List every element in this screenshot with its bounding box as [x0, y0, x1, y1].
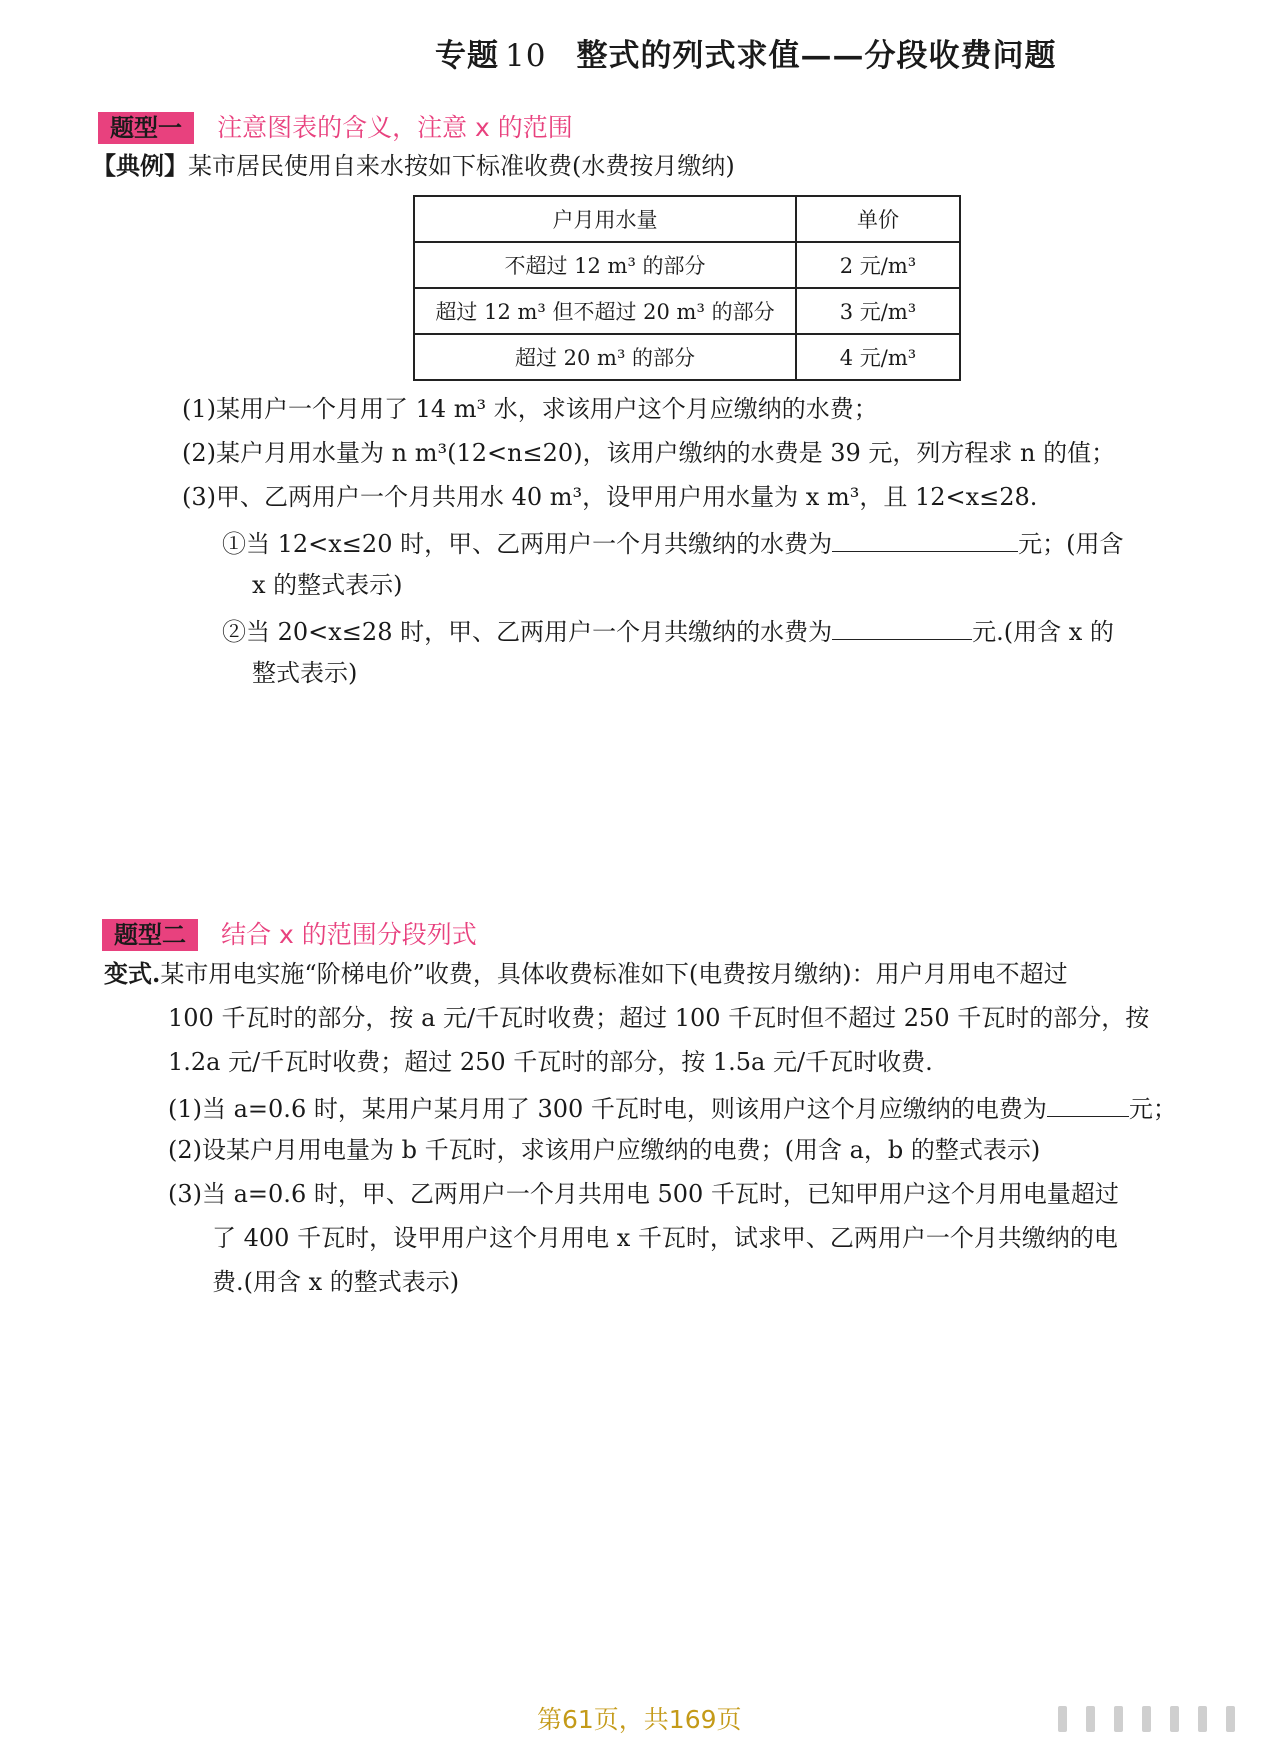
table-cell: 2 元/m³ — [796, 242, 960, 288]
answer-blank[interactable] — [832, 613, 972, 640]
table-cell: 3 元/m³ — [796, 288, 960, 334]
type2-header — [102, 915, 477, 951]
question-3b-line2: 整式表示) — [252, 659, 358, 687]
variant-question-3: (3)当 a=0.6 时，甲、乙两用户一个月共用电 500 千瓦时，已知甲用户这个月用电量超过 — [168, 1180, 1119, 1208]
water-rate-table — [413, 195, 961, 381]
question-3b — [222, 613, 1114, 648]
control-bar[interactable] — [1114, 1706, 1123, 1732]
table-row — [414, 288, 960, 334]
question-3b-text: ②当 20<x≤28 时，甲、乙两用户一个月共缴纳的水费为 — [222, 618, 833, 646]
question-3a-tail: 元；(用含 — [1018, 530, 1124, 558]
question-2: (2)某户月用水量为 n m³(12<n≤20)，该用户缴纳的水费是 39 元，列方程求 n 的值； — [182, 439, 1116, 467]
variant-text-line1: 某市用电实施“阶梯电价”收费，具体收费标准如下(电费按月缴纳)：用户月用电不超过 — [160, 960, 1068, 988]
question-1: (1)某用户一个月用了 14 m³ 水，求该用户这个月应缴纳的水费； — [182, 395, 878, 423]
type2-heading: 结合 x 的范围分段列式 — [221, 920, 477, 949]
answer-blank[interactable] — [832, 525, 1018, 552]
control-bar[interactable] — [1226, 1706, 1235, 1732]
control-bar[interactable] — [1198, 1706, 1207, 1732]
control-bar[interactable] — [1058, 1706, 1067, 1732]
viewer-controls[interactable] — [1058, 1706, 1258, 1732]
control-bar[interactable] — [1170, 1706, 1179, 1732]
question-3a-text: ①当 12<x≤20 时，甲、乙两用户一个月共缴纳的水费为 — [222, 530, 833, 558]
page-title — [435, 30, 1056, 75]
table-cell: 不超过 12 m³ 的部分 — [414, 242, 796, 288]
variant-text-line3: 1.2a 元/千瓦时收费；超过 250 千瓦时的部分，按 1.5a 元/千瓦时收费. — [168, 1048, 933, 1076]
type1-header — [98, 108, 573, 144]
table-row — [414, 334, 960, 380]
variant-question-1-text: (1)当 a=0.6 时，某用户某月用了 300 千瓦时电，则该用户这个月应缴纳的电费为 — [168, 1095, 1047, 1123]
table-header-cell: 单价 — [796, 196, 960, 242]
variant-intro — [104, 958, 1068, 990]
page-indicator: 第61页，共169页 — [537, 1705, 742, 1734]
control-bar[interactable] — [1086, 1706, 1095, 1732]
type2-badge: 题型二 — [102, 919, 198, 951]
type1-heading: 注意图表的含义，注意 x 的范围 — [217, 113, 573, 142]
example-label: 【典例】 — [92, 151, 188, 180]
table-cell: 4 元/m³ — [796, 334, 960, 380]
variant-question-3-line3: 费.(用含 x 的整式表示) — [212, 1268, 460, 1296]
question-3b-tail: 元.(用含 x 的 — [972, 618, 1114, 646]
table-row — [414, 242, 960, 288]
title-text: 整式的列式求值——分段收费问题 — [576, 38, 1057, 74]
variant-text-line2: 100 千瓦时的部分，按 a 元/千瓦时收费；超过 100 千瓦时但不超过 250 千瓦时的部分，按 — [168, 1004, 1150, 1032]
example-intro — [92, 150, 735, 182]
title-prefix: 专题 — [435, 38, 499, 74]
example-text: 某市居民使用自来水按如下标准收费(水费按月缴纳) — [188, 152, 735, 180]
table-header-cell: 户月用水量 — [414, 196, 796, 242]
variant-question-1-tail: 元； — [1128, 1095, 1177, 1123]
variant-question-1 — [168, 1090, 1177, 1125]
answer-blank[interactable] — [1047, 1090, 1129, 1117]
table-cell: 超过 20 m³ 的部分 — [414, 334, 796, 380]
table-header-row — [414, 196, 960, 242]
variant-label: 变式. — [104, 959, 161, 988]
control-bar[interactable] — [1142, 1706, 1151, 1732]
question-3a-line2: x 的整式表示) — [252, 571, 403, 599]
question-3a — [222, 525, 1123, 560]
question-3: (3)甲、乙两用户一个月共用水 40 m³，设甲用户用水量为 x m³，且 12<x≤28. — [182, 483, 1038, 511]
variant-question-3-line2: 了 400 千瓦时，设甲用户这个月用电 x 千瓦时，试求甲、乙两用户一个月共缴纳的电 — [212, 1224, 1118, 1252]
type1-badge: 题型一 — [98, 112, 194, 144]
title-number: 10 — [505, 38, 547, 74]
table-cell: 超过 12 m³ 但不超过 20 m³ 的部分 — [414, 288, 796, 334]
variant-question-2: (2)设某户月用电量为 b 千瓦时，求该用户应缴纳的电费；(用含 a，b 的整式表示) — [168, 1136, 1041, 1164]
